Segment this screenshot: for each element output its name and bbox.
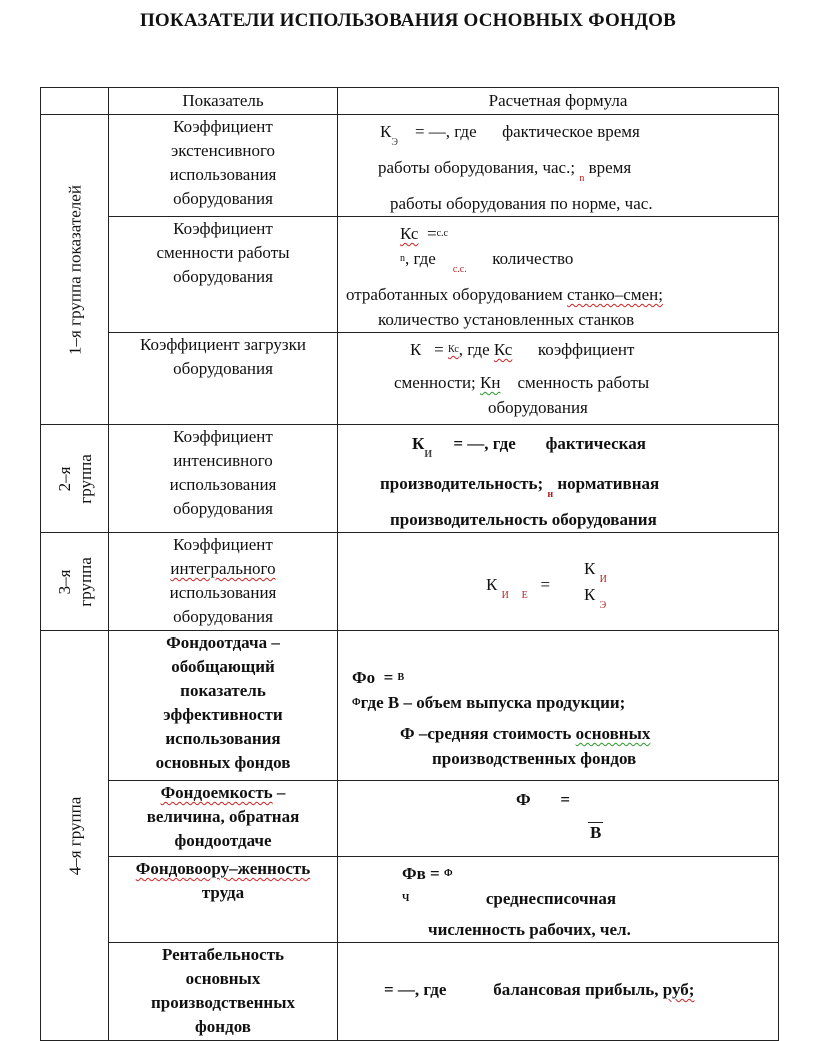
group-1-cell bbox=[41, 115, 109, 425]
group-3-cell bbox=[41, 533, 109, 631]
indicator-cell: Рентабельность основных производственных фондов bbox=[109, 943, 338, 1041]
table-row bbox=[41, 533, 779, 631]
page-title: ПОКАЗАТЕЛИ ИСПОЛЬЗОВАНИЯ ОСНОВНЫХ ФОНДОВ bbox=[139, 10, 677, 31]
formula-cell: Фо = $^{В Ф}$где В – объем выпуска продукции; Ф –средняя стоимость основных производственных фондов bbox=[338, 631, 779, 781]
table-row bbox=[41, 631, 779, 781]
table-row bbox=[41, 943, 779, 1041]
formula-cell: $К_И$ = —, где фактическая производительность; $_н$ нормативная производительность оборудования bbox=[338, 425, 779, 533]
indicator-cell: Коэффициент экстенсивного использования оборудования bbox=[109, 115, 338, 217]
header-formula: Расчетная формула bbox=[338, 88, 779, 115]
table-row bbox=[41, 115, 779, 217]
indicators-table bbox=[40, 87, 779, 1041]
group-1-label: 1–я группа показателей bbox=[65, 184, 84, 355]
table-row bbox=[41, 217, 779, 333]
formula-cell: = —, где балансовая прибыль, руб; bbox=[338, 943, 779, 1041]
table-row bbox=[41, 425, 779, 533]
group-3-label: 3–я группа bbox=[54, 556, 95, 607]
group-4-label: 4–я группа bbox=[65, 796, 84, 875]
formula-cell: Кс =$^{с.с n}$, где $_{с.с.}$ количество отработанных оборудованием станко–смен; количество установленных станков bbox=[338, 217, 779, 333]
formula-cell: К $_И$ $_Е$ = К $_И$ К $_Э$ bbox=[338, 533, 779, 631]
formula-cell: К = $^{Кс}$, где Кс коэффициент сменности; Кн сменность работы оборудования bbox=[338, 333, 779, 425]
indicator-cell: Коэффициент загрузки оборудования bbox=[109, 333, 338, 425]
table-row bbox=[41, 857, 779, 943]
header-corner bbox=[41, 88, 109, 115]
formula-cell: Фв = $^{Ф Ч}$ среднесписочная численность рабочих, чел. bbox=[338, 857, 779, 943]
indicator-cell: Фондовоору–женность труда bbox=[109, 857, 338, 943]
indicator-cell: Фондоотдача – обобщающий показатель эффективности использования основных фондов bbox=[109, 631, 338, 781]
table-row bbox=[41, 333, 779, 425]
indicator-cell: Коэффициент интегрального использования оборудования bbox=[109, 533, 338, 631]
header-indicator: Показатель bbox=[109, 88, 338, 115]
group-2-cell bbox=[41, 425, 109, 533]
group-2-label: 2–я группа bbox=[54, 453, 95, 504]
indicator-cell: Коэффициент интенсивного использования оборудования bbox=[109, 425, 338, 533]
formula-cell: Ф = В bbox=[338, 781, 779, 857]
formula-cell: $К_Э$ = —, где фактическое время работы оборудования, час.; $_n$ время работы оборудования по норме, час. bbox=[338, 115, 779, 217]
group-4-cell bbox=[41, 631, 109, 1041]
indicator-cell: Коэффициент сменности работы оборудования bbox=[109, 217, 338, 333]
indicator-cell: Фондоемкость – величина, обратная фондоотдаче bbox=[109, 781, 338, 857]
table-header-row bbox=[41, 88, 779, 115]
table-row bbox=[41, 781, 779, 857]
